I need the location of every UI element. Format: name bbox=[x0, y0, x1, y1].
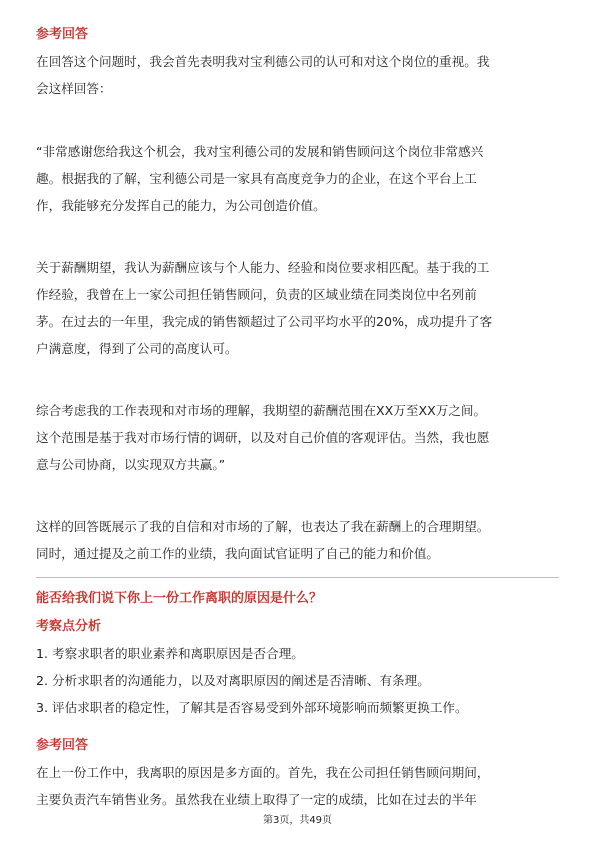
text-line: “非常感谢您给我这个机会，我对宝利德公司的发展和销售顾问这个岗位非常感兴 bbox=[36, 144, 484, 159]
section-divider bbox=[36, 577, 559, 578]
page-footer: 第3页，共49页 bbox=[262, 815, 333, 826]
text-line: 作经验，我曾在上一家公司担任销售顾问，负责的区域业绩在同类岗位中名列前 bbox=[36, 287, 477, 302]
list-item: 3. 评估求职者的稳定性，了解其是否容易受到外部环境影响而频繁更换工作。 bbox=[36, 700, 468, 715]
text-line: 在回答这个问题时，我会首先表明我对宝利德公司的认可和对这个岗位的重视。我 bbox=[36, 54, 490, 69]
text-line: 同时，通过提及之前工作的业绩，我向面试官证明了自己的能力和价值。 bbox=[36, 546, 439, 561]
text-line: 关于薪酬期望，我认为薪酬应该与个人能力、经验和岗位要求相匹配。基于我的工 bbox=[36, 260, 490, 275]
answer-heading: 参考回答 bbox=[36, 27, 89, 42]
text-line: 茅。在过去的一年里，我完成的销售额超过了公司平均水平的20%，成功提升了客 bbox=[36, 314, 493, 329]
text-line: 在上一份工作中，我离职的原因是多方面的。首先，我在公司担任销售顾问期间， bbox=[36, 765, 490, 780]
text-line: 趣。根据我的了解，宝利德公司是一家具有高度竞争力的企业，在这个平台上工 bbox=[36, 171, 477, 186]
text-line: 主要负责汽车销售业务。虽然我在业绩上取得了一定的成绩，比如在过去的半年 bbox=[36, 792, 477, 807]
text-line: 作，我能够充分发挥自己的能力，为公司创造价值。 bbox=[36, 198, 326, 213]
text-line: 这样的回答既展示了我的自信和对市场的了解，也表达了我在薪酬上的合理期望。 bbox=[36, 519, 490, 534]
text-line: 户满意度，得到了公司的高度认可。 bbox=[36, 341, 238, 356]
answer-heading: 参考回答 bbox=[36, 738, 89, 753]
text-line: 会这样回答： bbox=[36, 81, 112, 96]
text-line: 综合考虑我的工作表现和对市场的理解，我期望的薪酬范围在XX万至XX万之间。 bbox=[36, 403, 487, 418]
question-heading: 能否给我们说下你上一份工作离职的原因是什么？ bbox=[36, 591, 323, 606]
text-line: 意与公司协商，以实现双方共赢。” bbox=[36, 457, 226, 472]
text-line: 这个范围是基于我对市场行情的调研，以及对自己价值的客观评估。当然，我也愿 bbox=[36, 430, 490, 445]
list-item: 1. 考察求职者的职业素养和离职原因是否合理。 bbox=[36, 646, 304, 661]
list-item: 2. 分析求职者的沟通能力，以及对离职原因的阐述是否清晰、有条理。 bbox=[36, 673, 430, 688]
analysis-heading: 考察点分析 bbox=[36, 619, 102, 634]
